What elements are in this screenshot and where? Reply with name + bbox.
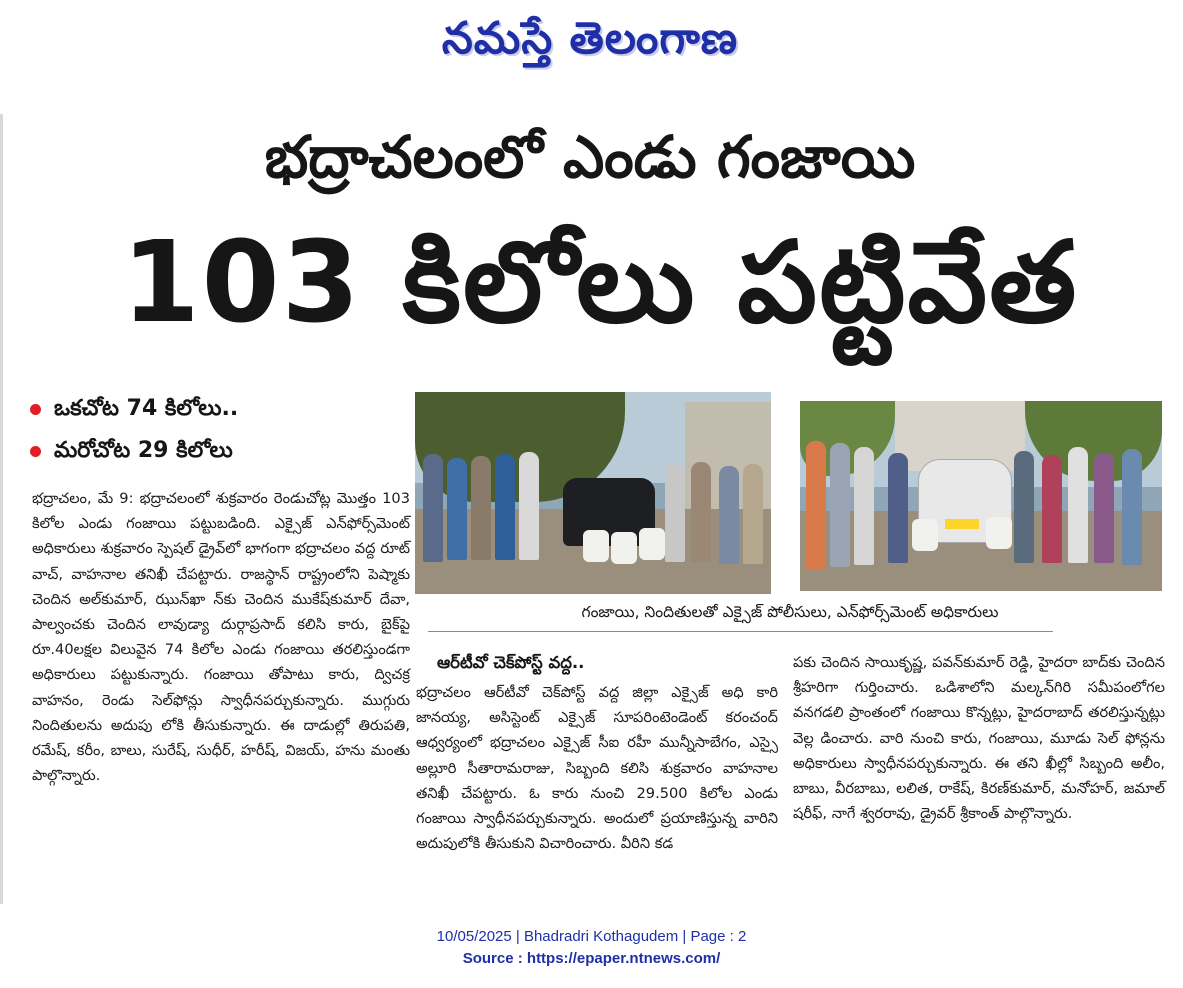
- bullet-item: [28, 432, 408, 470]
- article-column-2: [416, 680, 778, 856]
- headline-line-1: భద్రాచలంలో ఎండు గంజాయి: [264, 123, 916, 191]
- news-photo-right: [800, 401, 1162, 591]
- article-column-3: [793, 650, 1165, 826]
- article-paragraph: భద్రాచలం ఆర్‌టీవో చెక్‌పోస్ట్ వద్ద జిల్లా ఎక్సైజ్ అధి కారి జానయ్య, అసిస్టెంట్ ఎక్సైజ్ సూపరింటెండెంట్ కరంచంద్ ఆధ్వర్యంలో భద్రాచలం ఎక్సైజ్ సీఐ రహీ మున్నీసాబేగం, ఎస్సై అల్లూరి సీతారామరాజు, సిబ్బంది కలిసి శుక్రవారం వాహనాల తనిఖీ చేపట్టారు. ఓ కారు నుంచి 29.500 కిలోల ఎండు గంజాయి స్వాధీనపర్చుకున్నారు. అందులో ప్రయాణిస్తున్న వారిని అదుపులోకి తీసుకుని విచారించారు. వీరిని కడ: [416, 684, 778, 853]
- bullet-text: ఒకచోట 74 కిలోలు..: [54, 396, 239, 421]
- article-paragraph: పకు చెందిన సాయికృష్ణ, పవన్‌కుమార్ రెడ్డి, హైదరా బాద్‌కు చెందిన శ్రీహరిగా గుర్తించారు. ఒడిశాలోని మల్కన్‌గిరి సమీపంలోగల వనగడలి ప్రాంతంలో గంజాయి కొన్నట్లు, హైదరాబాద్ తరలిస్తున్నట్లు వెల్ల డించారు. వారి నుంచి కారు, గంజాయి, మూడు సెల్ ఫోన్లను అధికారులు స్వాధీనపర్చుకున్నారు. ఈ తని ఖీల్లో సిబ్బంది అలీం, బాబు, వీరబాబు, లలిత, రాకేష్, కిరణ్‌కుమార్, మనోహర్, జమాల్ షరీఫ్, నాగే శ్వరరావు, డ్రైవర్ శ్రీకాంత్ పాల్గొన్నారు.: [793, 654, 1165, 823]
- red-bullet-icon: [30, 404, 41, 415]
- red-bullet-icon: [30, 446, 41, 457]
- summary-bullets: [28, 390, 408, 474]
- caption-divider: [428, 631, 1053, 632]
- article-paragraph: భద్రాచలం, మే 9: భద్రాచలంలో శుక్రవారం రెండుచోట్ల మొత్తం 103 కిలోల ఎండు గంజాయి పట్టుబడింది. ఎక్సైజ్ ఎన్‌ఫోర్స్‌మెంట్ అధికారులు శుక్రవారం స్పెషల్ డ్రైవ్‌లో భాగంగా భద్రాచలం వద్ద రూట్ వాచ్, వాహనాల తనిఖీ చేపట్టారు. రాజస్థాన్ రాష్ట్రంలోని పెష్మాకు చెందిన అల్‌కుమార్, ఝున్‌ఖా న్‌కు చెందిన ముకేష్‌కుమార్ దేవా, పాల్వంచకు చెందిన లావుడ్యా దుర్గాప్రసాద్ కలిసి కారు, బైక్‌పై రూ.40లక్షల విలువైన 74 కిలోల ఎండు గంజాయి తరలిస్తుండగా అధికారులు పట్టుకున్నారు. గంజాయి తోపాటు కారు, ద్విచక్ర వాహనం, రెండు సెల్‌ఫోన్లు స్వాధీనపర్చుకున్నారు. ముగ్గురు నిందితులను అదుపు లోకి తీసుకున్నారు. ఈ దాడుల్లో తిరుపతి, రమేష్, కరీం, బాలు, సురేష్, సుధీర్, హరీష్, విజయ్, హను మంతు పాల్గొన్నారు.: [32, 490, 410, 785]
- page-edge-divider: [0, 114, 3, 904]
- headline-line-2: 103 కిలోలు పట్టివేత: [121, 218, 1079, 348]
- news-photo-left: [415, 392, 771, 594]
- footer-source: Source : https://epaper.ntnews.com/: [462, 950, 721, 967]
- photo-caption: గంజాయి, నిందితులతో ఎక్సైజ్ పోలీసులు, ఎన్‌ఫోర్స్‌మెంట్ అధికారులు: [581, 603, 999, 621]
- footer-date-edition: 10/05/2025 | Bhadradri Kothagudem | Page : 2: [436, 928, 747, 945]
- bullet-item: [28, 390, 408, 428]
- masthead-logo: నమస్తే తెలంగాణ: [441, 13, 739, 64]
- bullet-text: మరోచోట 29 కిలోలు: [54, 438, 233, 463]
- article-column-1: [32, 486, 410, 788]
- article-subheading: ఆర్‌టీవో చెక్‌పోస్ట్ వద్ద..: [437, 653, 585, 672]
